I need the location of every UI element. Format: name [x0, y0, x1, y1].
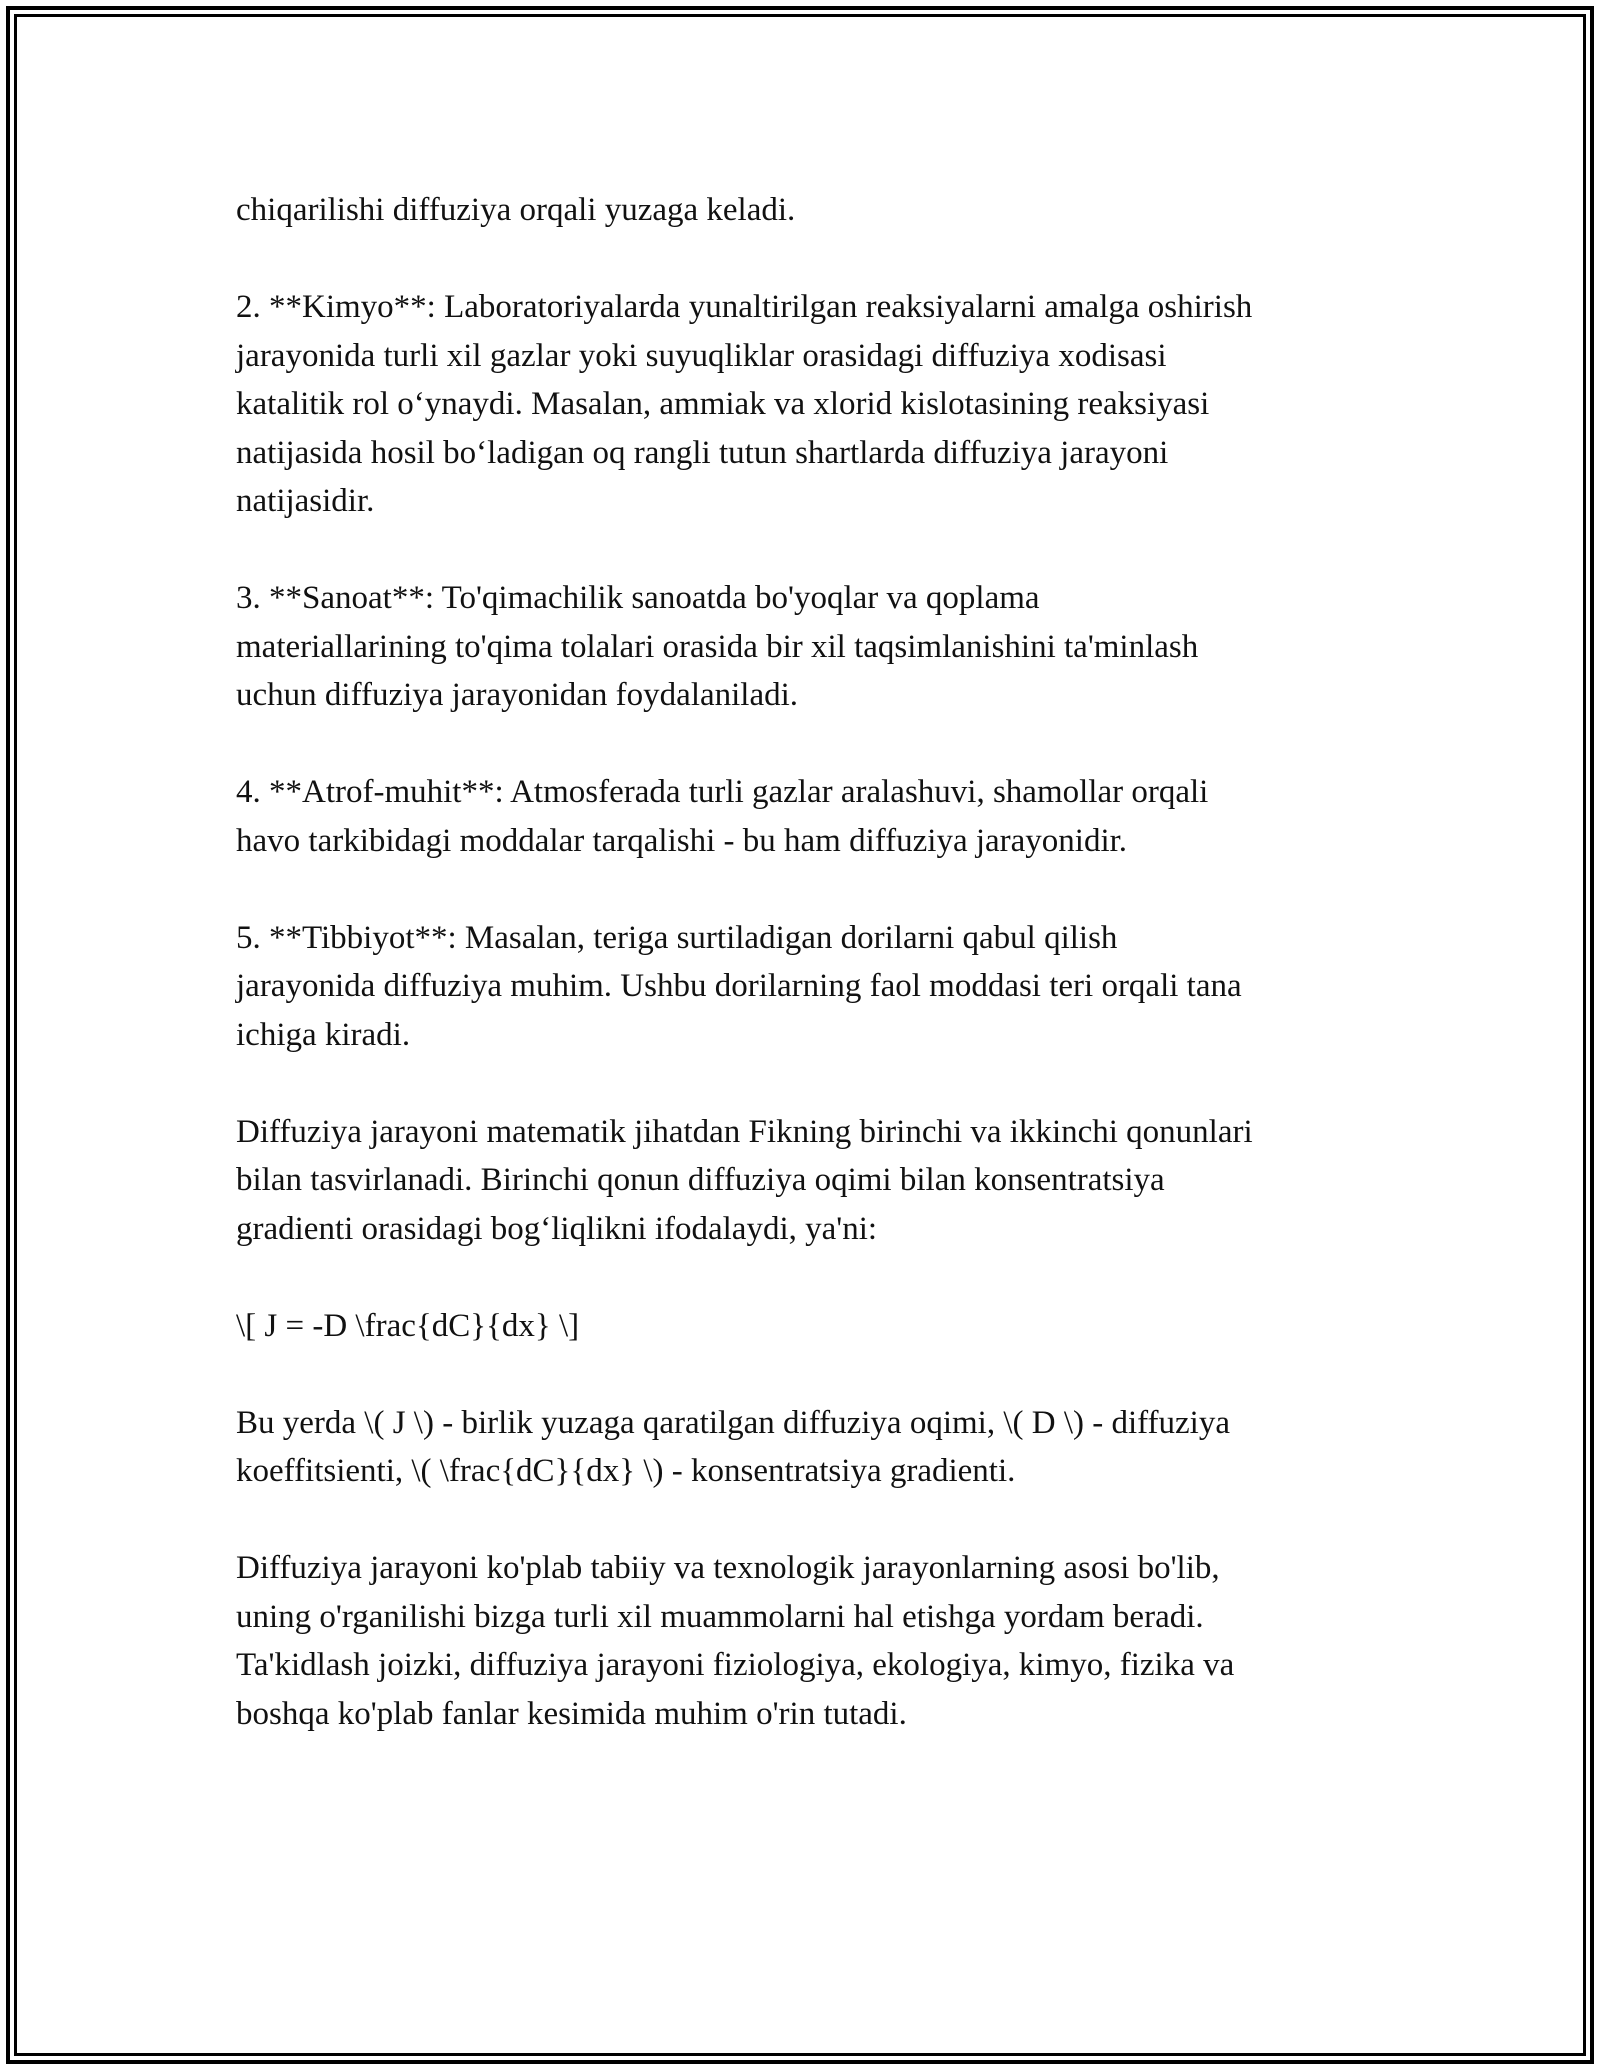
paragraph-atrof-muhit — [236, 768, 1386, 865]
text-line: 2. **Kimyo**: Laboratoriyalarda yunaltirilgan reaksiyalarni amalga oshirish — [236, 289, 1253, 325]
text-line: 3. **Sanoat**: To'qimachilik sanoatda bo'yoqlar va qoplama — [236, 580, 1040, 616]
paragraph-kimyo — [236, 283, 1386, 526]
text-line: chiqarilishi diffuziya orqali yuzaga keladi. — [236, 192, 796, 228]
paragraph-formula — [236, 1302, 1386, 1351]
text-line: jarayonida diffuziya muhim. Ushbu dorilarning faol moddasi teri orqali tana — [236, 968, 1242, 1004]
text-line: Diffuziya jarayoni ko'plab tabiiy va texnologik jarayonlarning asosi bo'lib, — [236, 1550, 1220, 1586]
text-line: katalitik rol o‘ynaydi. Masalan, ammiak va xlorid kislotasining reaksiyasi — [236, 386, 1210, 422]
text-line: gradienti orasidagi bog‘liqlikni ifodalaydi, ya'ni: — [236, 1210, 878, 1247]
paragraph-conclusion — [236, 1544, 1386, 1738]
text-line: havo tarkibidagi moddalar tarqalishi - bu ham diffuziya jarayonidir. — [236, 822, 1128, 859]
text-line: Ta'kidlash joizki, diffuziya jarayoni fiziologiya, ekologiya, kimyo, fizika va — [236, 1647, 1235, 1683]
document-body — [236, 186, 1386, 1787]
text-line: Bu yerda \( J \) - birlik yuzaga qaratilgan diffuziya oqimi, \( D \) - diffuziya — [236, 1404, 1230, 1441]
text-line: ichiga kiradi. — [236, 1016, 411, 1053]
paragraph-fick-laws — [236, 1108, 1386, 1254]
text-line: 4. **Atrof-muhit**: Atmosferada turli gazlar aralashuvi, shamollar orqali — [236, 774, 1209, 810]
text-line: koeffitsienti, \( \frac{dC}{dx} \) - konsentratsiya gradienti. — [236, 1453, 1016, 1489]
paragraph-tibbiyot — [236, 914, 1386, 1060]
text-line: jarayonida turli xil gazlar yoki suyuqliklar orasidagi diffuziya xodisasi — [236, 337, 1167, 374]
paragraph-sanoat — [236, 574, 1386, 720]
text-line: uchun diffuziya jarayonidan foydalaniladi. — [236, 677, 799, 713]
paragraph-intro-continuation — [236, 186, 1386, 235]
text-line: boshqa ko'plab fanlar kesimida muhim o'rin tutadi. — [236, 1695, 907, 1732]
paragraph-formula-explanation — [236, 1399, 1386, 1496]
text-line: natijasidir. — [236, 483, 375, 519]
text-line: 5. **Tibbiyot**: Masalan, teriga surtiladigan dorilarni qabul qilish — [236, 919, 1118, 956]
text-line: Diffuziya jarayoni matematik jihatdan Fikning birinchi va ikkinchi qonunlari — [236, 1113, 1253, 1150]
text-line: natijasida hosil bo‘ladigan oq rangli tutun shartlarda diffuziya jarayoni — [236, 434, 1169, 471]
text-line: bilan tasvirlanadi. Birinchi qonun diffuziya oqimi bilan konsentratsiya — [236, 1162, 1165, 1198]
text-line: materiallarining to'qima tolalari orasida bir xil taqsimlanishini ta'minlash — [236, 628, 1199, 665]
formula-line: \[ J = -D \frac{dC}{dx} \] — [236, 1307, 580, 1344]
text-line: uning o'rganilishi bizga turli xil muammolarni hal etishga yordam beradi. — [236, 1598, 1204, 1635]
